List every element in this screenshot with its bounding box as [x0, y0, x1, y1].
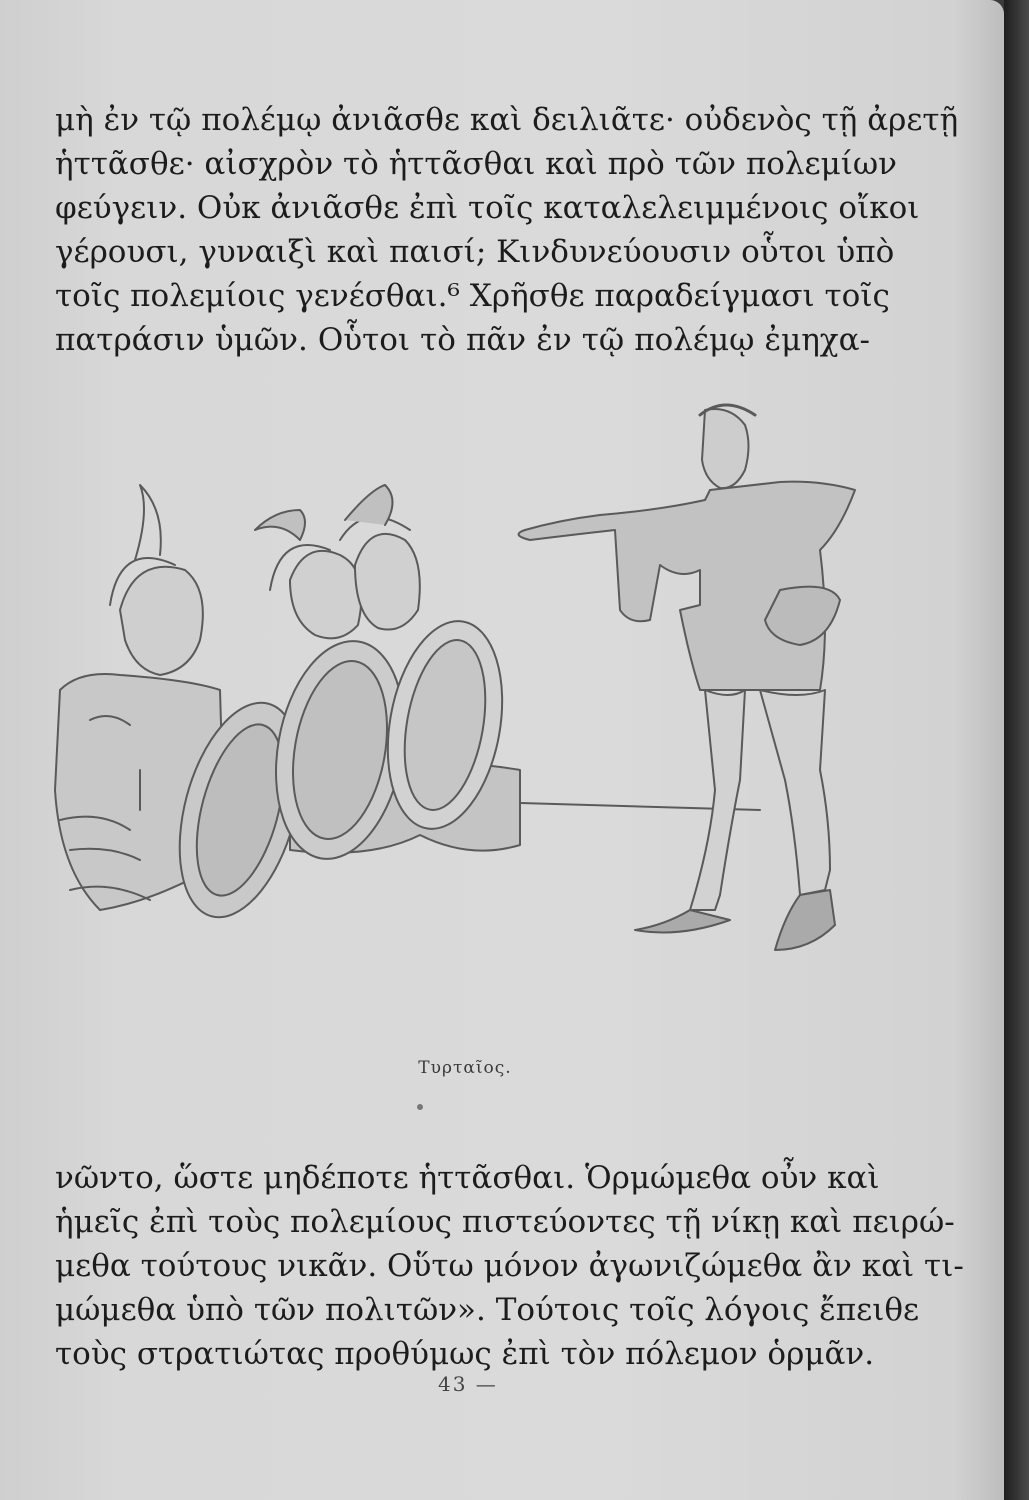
text-line: φεύγειν. Οὐκ ἀνιᾶσθε ἐπὶ τοῖς καταλελειμμένοις οἴκοι [55, 190, 920, 226]
text-line: πατράσιν ὑμῶν. Οὗτοι τὸ πᾶν ἐν τῷ πολέμῳ ἐμηχα- [55, 322, 870, 358]
warrior-middle [255, 485, 420, 638]
text-line: ἡττᾶσθε· αἰσχρὸν τὸ ἡττᾶσθαι καὶ πρὸ τῶν πολεμίων [55, 146, 897, 182]
illustration-caption: Τυρταῖος. [418, 1058, 512, 1078]
page-number: 43 — [438, 1372, 498, 1396]
paragraph-bottom [55, 1156, 964, 1376]
tyrtaeus-illustration [40, 390, 880, 1060]
text-line: τοῖς πολεμίοις γενέσθαι.⁶ Χρῆσθε παραδείγμασι τοῖς [55, 278, 890, 314]
paragraph-top [55, 98, 959, 362]
tyrtaeus-figure [519, 405, 855, 950]
text-line: νῶντο, ὥστε μηδέποτε ἡττᾶσθαι. Ὁρμώμεθα οὖν καὶ [55, 1160, 880, 1196]
text-line: γέρουσι, γυναιξὶ καὶ παισί; Κινδυνεύουσιν οὗτοι ὑπὸ [55, 234, 895, 270]
text-line: μεθα τούτους νικᾶν. Οὕτω μόνον ἀγωνιζώμεθα ἂν καὶ τι- [55, 1248, 964, 1284]
page-edge-shadow [1004, 0, 1029, 1500]
text-line: μώμεθα ὑπὸ τῶν πολιτῶν». Τούτοις τοῖς λόγοις ἔπειθε [55, 1292, 920, 1328]
text-line: τοὺς στρατιώτας προθύμως ἐπὶ τὸν πόλεμον ὁρμᾶν. [55, 1336, 875, 1372]
text-line: μὴ ἐν τῷ πολέμῳ ἀνιᾶσθε καὶ δειλιᾶτε· οὐδενὸς τῇ ἀρετῇ [55, 102, 959, 138]
ink-dot [417, 1104, 423, 1110]
text-line: ἡμεῖς ἐπὶ τοὺς πολεμίους πιστεύοντες τῇ νίκῃ καὶ πειρώ- [55, 1204, 955, 1240]
